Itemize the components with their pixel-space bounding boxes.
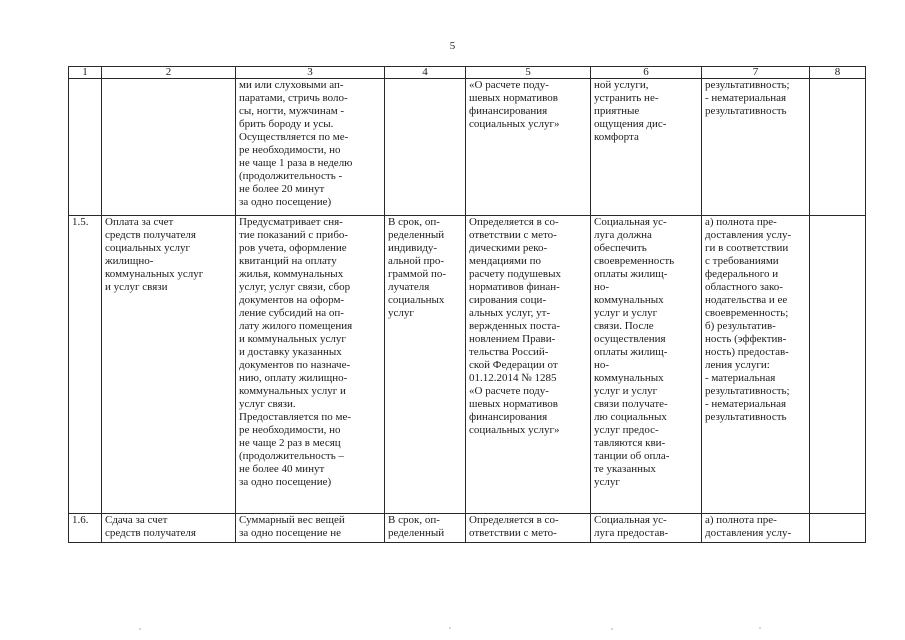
text-line: ления услуги: xyxy=(705,359,770,371)
text-line: услуг, услуг связи, сбор xyxy=(239,281,351,293)
text-line: результативность; xyxy=(705,385,790,397)
cell-description xyxy=(236,79,385,216)
text-line: Определяется в со- xyxy=(469,216,559,228)
text-line: «О расчете поду- xyxy=(469,79,549,91)
text-line: но- xyxy=(594,359,610,371)
cell-deadline xyxy=(385,514,466,543)
text-line: услуг и услуг xyxy=(594,307,658,319)
cell-service-name xyxy=(102,216,236,514)
text-line: коммунальных xyxy=(594,372,664,384)
text-line: нодательства и ее xyxy=(705,294,788,306)
text-line: ги в соответствии xyxy=(705,242,789,254)
text-line: - нематериальная xyxy=(705,92,787,104)
table-row-1-5 xyxy=(69,216,866,514)
cell-conditions xyxy=(591,216,702,514)
text-line: лату жилого помещения xyxy=(239,320,353,332)
table-row-continued xyxy=(69,79,866,216)
text-line: результативность xyxy=(705,105,787,117)
scan-dot xyxy=(759,627,760,628)
text-line: луга предостав- xyxy=(594,527,669,539)
scan-dot xyxy=(611,628,612,629)
text-line: тие показаний с прибо- xyxy=(239,229,349,241)
text-line: федерального и xyxy=(705,268,779,280)
text-line: обеспечить xyxy=(594,242,647,254)
text-line: средств получателя xyxy=(105,229,196,241)
text-line: и коммунальных услуг xyxy=(239,333,346,345)
cell-empty-col-8 xyxy=(810,79,866,216)
text-line: «О расчете поду- xyxy=(469,385,549,397)
text-line: результативность xyxy=(705,411,787,423)
text-line: ределенный xyxy=(388,527,445,539)
text-line: Предусматривает сня- xyxy=(239,216,343,228)
text-line: документов на оформ- xyxy=(239,294,345,306)
cell-quality-indicators xyxy=(702,79,810,216)
text-line: с требованиями xyxy=(705,255,779,267)
text-line: лю социальных xyxy=(594,411,667,423)
text-line: документов по назначе- xyxy=(239,359,351,371)
text-line: коммунальных услуг и xyxy=(239,385,346,397)
text-line: ощущения дис- xyxy=(594,118,667,130)
text-line: сы, ногти, мужчинам - xyxy=(239,105,345,117)
text-line: паратами, стричь воло- xyxy=(239,92,348,104)
cell-conditions xyxy=(591,514,702,543)
text-line: 01.12.2014 № 1285 xyxy=(469,372,557,384)
column-number-8: 8 xyxy=(810,67,866,79)
text-line: мендациями по xyxy=(469,255,542,267)
social-services-table xyxy=(68,66,866,543)
text-line: своевременность; xyxy=(705,307,789,319)
text-line: осуществления xyxy=(594,333,666,345)
text-line: жилищно- xyxy=(105,255,154,267)
text-line: ответствии с мето- xyxy=(469,527,557,539)
page-number: 5 xyxy=(449,40,456,52)
text-line: и услуг связи xyxy=(105,281,168,293)
text-line: Суммарный вес вещей xyxy=(239,514,345,526)
cell-empty-col-8 xyxy=(810,514,866,543)
cell-number xyxy=(69,79,102,216)
text-line: не более 40 минут xyxy=(239,463,325,475)
text-line: доставления услу- xyxy=(705,527,792,539)
text-line: расчету подушевых xyxy=(469,268,561,280)
text-line: доставления услу- xyxy=(705,229,792,241)
column-number-3: 3 xyxy=(236,67,385,79)
text-line: услуг предос- xyxy=(594,424,659,436)
text-line: вержденных поста- xyxy=(469,320,561,332)
text-line: тельства Россий- xyxy=(469,346,549,358)
text-line: социальных услуг» xyxy=(469,118,560,130)
text-line: В срок, оп- xyxy=(388,216,440,228)
text-line: своевременность xyxy=(594,255,675,267)
text-line: услуг связи. xyxy=(239,398,296,410)
text-line: социальных услуг» xyxy=(469,424,560,436)
scan-artifact-dots xyxy=(0,626,905,632)
text-line: ность) предостав- xyxy=(705,346,789,358)
text-line: индивиду- xyxy=(388,242,438,254)
text-line: Социальная ус- xyxy=(594,514,667,526)
text-line: услуг xyxy=(388,307,414,319)
cell-description xyxy=(236,216,385,514)
text-line: средств получателя xyxy=(105,527,196,539)
text-line: - материальная xyxy=(705,372,776,384)
text-line: Оплата за счет xyxy=(105,216,174,228)
column-number-1: 1 xyxy=(69,67,102,79)
text-line: за одно посещение) xyxy=(239,476,332,488)
column-number-6: 6 xyxy=(591,67,702,79)
text-line: альных услуг, ут- xyxy=(469,307,551,319)
cell-service-name xyxy=(102,79,236,216)
text-line: не более 20 минут xyxy=(239,183,325,195)
text-line: жилья, коммунальных xyxy=(239,268,344,280)
text-line: брить бороду и усы. xyxy=(239,118,334,130)
text-line: ной услуги, xyxy=(594,79,649,91)
text-line: ре необходимости, но xyxy=(239,424,341,436)
text-line: сирования соци- xyxy=(469,294,547,306)
cell-deadline xyxy=(385,79,466,216)
text-line: социальных услуг xyxy=(105,242,191,254)
cell-description xyxy=(236,514,385,543)
text-line: граммой по- xyxy=(388,268,447,280)
text-line: (продолжительность – xyxy=(239,450,344,462)
scan-dot xyxy=(449,627,450,628)
text-line: новлением Прави- xyxy=(469,333,556,345)
text-line: коммунальных услуг xyxy=(105,268,204,280)
text-line: и доставку указанных xyxy=(239,346,342,358)
text-line: Определяется в со- xyxy=(469,514,559,526)
text-line: - нематериальная xyxy=(705,398,787,410)
text-line: ми или слуховыми ап- xyxy=(239,79,344,91)
scan-dot xyxy=(139,628,140,629)
text-line: те указанных xyxy=(594,463,656,475)
text-line: ской Федерации от xyxy=(469,359,558,371)
text-line: Сдача за счет xyxy=(105,514,168,526)
text-line: лучателя xyxy=(388,281,430,293)
text-line: ре необходимости, но xyxy=(239,144,341,156)
text-line: дическими реко- xyxy=(469,242,548,254)
text-line: ность (эффектив- xyxy=(705,333,787,345)
column-number-7: 7 xyxy=(702,67,810,79)
text-line: коммунальных xyxy=(594,294,664,306)
cell-quality-indicators xyxy=(702,216,810,514)
cell-number xyxy=(69,514,102,543)
text-line: устранить не- xyxy=(594,92,659,104)
cell-empty-col-8 xyxy=(810,216,866,514)
text-line: нию, оплату жилищно- xyxy=(239,372,348,384)
text-line: оплаты жилищ- xyxy=(594,346,668,358)
column-number-2: 2 xyxy=(102,67,236,79)
cell-cost xyxy=(466,216,591,514)
text-line: ответствии с мето- xyxy=(469,229,557,241)
text-line: но- xyxy=(594,281,610,293)
text-line: нормативов финан- xyxy=(469,281,560,293)
text-line: В срок, оп- xyxy=(388,514,440,526)
text-line: не чаще 2 раз в месяц xyxy=(239,437,341,449)
text-line: областного зако- xyxy=(705,281,783,293)
text-line: связи получате- xyxy=(594,398,668,410)
text-line: за одно посещение) xyxy=(239,196,332,208)
text-line: финансирования xyxy=(469,105,548,117)
text-line: ределенный xyxy=(388,229,445,241)
text-line: ление субсидий на оп- xyxy=(239,307,344,319)
text-line: приятные xyxy=(594,105,640,117)
text-line: услуг и услуг xyxy=(594,385,658,397)
text-line: а) полнота пре- xyxy=(705,216,777,228)
text-line: тавляются кви- xyxy=(594,437,666,449)
table-row-1-6 xyxy=(69,514,866,543)
text-line: оплаты жилищ- xyxy=(594,268,668,280)
text-line: за одно посещение не xyxy=(239,527,341,539)
text-line: услуг xyxy=(594,476,620,488)
text-line: Социальная ус- xyxy=(594,216,667,228)
text-line: финансирования xyxy=(469,411,548,423)
text-line: а) полнота пре- xyxy=(705,514,777,526)
text-line: комфорта xyxy=(594,131,639,143)
text-line: результативность; xyxy=(705,79,790,91)
text-line: связи. После xyxy=(594,320,654,332)
column-number-4: 4 xyxy=(385,67,466,79)
text-line: луга должна xyxy=(594,229,652,241)
text-line: (продолжительность - xyxy=(239,170,343,182)
text-line: ров учета, оформление xyxy=(239,242,347,254)
cell-cost xyxy=(466,79,591,216)
text-line: социальных xyxy=(388,294,445,306)
text-line: б) результатив- xyxy=(705,320,776,332)
text-line: альной про- xyxy=(388,255,445,267)
column-number-header-row xyxy=(69,67,866,79)
cell-conditions xyxy=(591,79,702,216)
text-line: шевых нормативов xyxy=(469,92,558,104)
text-line: Предоставляется по ме- xyxy=(239,411,352,423)
text-line: Осуществляется по ме- xyxy=(239,131,349,143)
cell-number-text: 1.6. xyxy=(72,514,89,526)
text-line: шевых нормативов xyxy=(469,398,558,410)
cell-number: 1.5. xyxy=(69,216,102,514)
cell-service-name xyxy=(102,514,236,543)
column-number-5: 5 xyxy=(466,67,591,79)
text-line: не чаще 1 раза в неделю xyxy=(239,157,353,169)
cell-quality-indicators xyxy=(702,514,810,543)
text-line: танции об опла- xyxy=(594,450,670,462)
text-line: квитанций на оплату xyxy=(239,255,337,267)
cell-deadline xyxy=(385,216,466,514)
cell-cost xyxy=(466,514,591,543)
